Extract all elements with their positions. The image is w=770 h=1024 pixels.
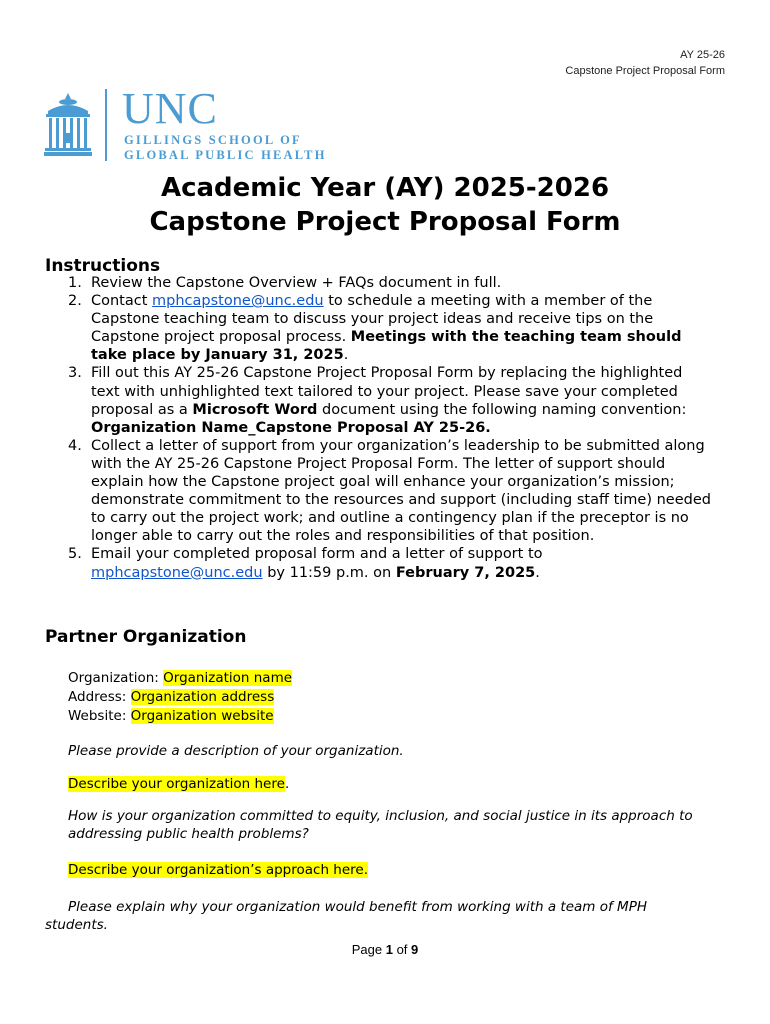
org-address-field[interactable]: Organization address (130, 689, 275, 705)
answer-description: Describe your organization here. (68, 776, 290, 792)
document-title: Academic Year (AY) 2025-2026 Capstone Project Proposal Form (149, 173, 621, 237)
partner-heading: Partner Organization (45, 627, 247, 647)
list-item: 1. Review the Capstone Overview + FAQs document in full. (68, 275, 502, 291)
description-field[interactable]: Describe your organization here (68, 776, 285, 792)
list-item: 2. Contact mphcapstone@unc.edu to schedule a meeting with a member of the Capstone teaching team to discuss your project ideas and receive tips on the Capstone project proposal process. Meetings with the teaching team should take place by January 31, 2025. (68, 293, 682, 364)
email-link[interactable]: mphcapstone@unc.edu (91, 564, 263, 581)
email-link[interactable]: mphcapstone@unc.edu (152, 293, 324, 310)
current-page: 1 (385, 942, 393, 957)
list-item: 4. Collect a letter of support from your organization’s leadership to be submitted along with the AY 25-26 Capstone Project Proposal Form. The letter of support should explain how the Capstone project goal will enhance your organization’s mission; demonstrate commitment to the resources and support (including staff time) needed to carry out the project work; and outline a contingency plan if the preceptor is no longer able to carry out the roles and responsibilities of that position. (68, 437, 711, 545)
page-footer: Page 1 of 9 (351, 942, 419, 957)
list-item: 3. Fill out this AY 25-26 Capstone Project Proposal Form by replacing the highlighted text with unhighlighted text tailored to your project. Please save your completed proposal as a Microsoft Word document using the following naming convention: Organization Name_Capstone Proposal AY 25-26. (68, 365, 687, 436)
answer-equity (68, 861, 368, 880)
org-website-field[interactable]: Organization website (130, 708, 274, 724)
header-year: AY 25-26 (680, 49, 725, 61)
total-pages: 9 (411, 942, 419, 957)
logo-divider (105, 89, 107, 161)
question-description: Please provide a description of your organization. (68, 743, 404, 759)
instructions-heading: Instructions (45, 256, 161, 276)
running-header (565, 47, 725, 79)
unc-gillings-logo (44, 84, 344, 162)
header-form-name: Capstone Project Proposal Form (565, 65, 725, 77)
question-benefit: Please explain why your organization would benefit from working with a team of MPH students. (45, 899, 647, 933)
equity-approach-field[interactable]: Describe your organization’s approach here. (68, 862, 369, 878)
org-address-line: Address: Organization address (68, 689, 275, 705)
org-name-line: Organization: Organization name (68, 670, 293, 686)
logo-unc-text: UNC (122, 84, 218, 133)
instructions-list (0, 274, 770, 582)
logo-school-name: GILLINGS SCHOOL OF GLOBAL PUBLIC HEALTH (124, 133, 327, 162)
organization-details (68, 669, 292, 726)
question-equity: How is your organization committed to equity, inclusion, and social justice in its approach to addressing public health problems? (68, 808, 693, 842)
org-website-line: Website: Organization website (68, 708, 274, 724)
org-name-field[interactable]: Organization name (163, 670, 293, 686)
old-well-icon (44, 93, 92, 157)
list-item: 5. Email your completed proposal form and a letter of support to mphcapstone@unc.edu by 11:59 p.m. on February 7, 2025. (68, 546, 543, 581)
